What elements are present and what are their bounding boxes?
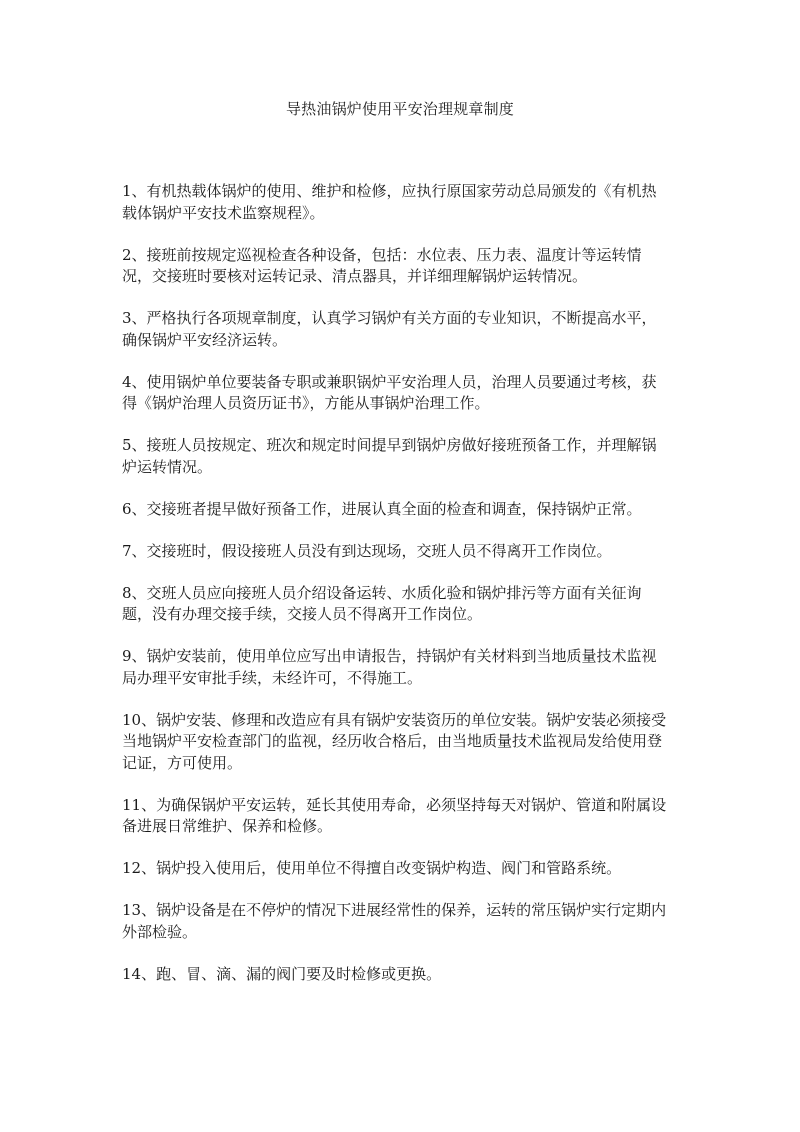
clause-13: 13、锅炉设备是在不停炉的情况下进展经常性的保养，运转的常压锅炉实行定期内外部检验。 xyxy=(122,901,667,941)
clause-1: 1、有机热载体锅炉的使用、维护和检修，应执行原国家劳动总局颁发的《有机热载体锅炉平安技术监察规程》。 xyxy=(122,182,657,222)
document-title: 导热油锅炉使用平安治理规章制度 xyxy=(285,100,514,118)
clause-3: 3、严格执行各项规章制度，认真学习锅炉有关方面的专业知识，不断提高水平，确保锅炉平安经济运转。 xyxy=(122,309,657,349)
clause-10: 10、锅炉安装、修理和改造应有具有锅炉安装资历的单位安装。锅炉安装必须接受当地锅炉平安检查部门的监视，经历收合格后，由当地质量技术监视局发给使用登记证，方可使用。 xyxy=(122,710,667,772)
clause-2: 2、接班前按规定巡视检查各种设备，包括：水位表、压力表、温度计等运转情况，交接班时要核对运转记录、清点器具，并详细理解锅炉运转情况。 xyxy=(122,245,642,285)
clause-11: 11、为确保锅炉平安运转，延长其使用寿命，必须坚持每天对锅炉、管道和附属设备进展日常维护、保养和检修。 xyxy=(122,795,667,835)
clause-list xyxy=(122,181,670,1006)
clause-8: 8、交班人员应向接班人员介绍设备运转、水质化验和锅炉排污等方面有关征询题，没有办理交接手续，交接人员不得离开工作岗位。 xyxy=(122,583,642,623)
clause-7: 7、交接班时，假设接班人员没有到达现场，交班人员不得离开工作岗位。 xyxy=(122,541,612,560)
clause-9: 9、锅炉安装前，使用单位应写出申请报告，持锅炉有关材料到当地质量技术监视局办理平安审批手续，未经许可，不得施工。 xyxy=(122,647,657,687)
clause-4: 4、使用锅炉单位要装备专职或兼职锅炉平安治理人员，治理人员要通过考核，获得《锅炉治理人员资历证书》，方能从事锅炉治理工作。 xyxy=(122,372,657,412)
clause-12: 12、锅炉投入使用后，使用单位不得擅自改变锅炉构造、阀门和管路系统。 xyxy=(122,859,622,877)
clause-6: 6、交接班者提早做好预备工作，进展认真全面的检查和调查，保持锅炉正常。 xyxy=(122,499,642,518)
clause-5: 5、接班人员按规定、班次和规定时间提早到锅炉房做好接班预备工作，并理解锅炉运转情况。 xyxy=(122,436,657,476)
clause-14: 14、跑、冒、滴、漏的阀门要及时检修或更换。 xyxy=(122,964,442,983)
